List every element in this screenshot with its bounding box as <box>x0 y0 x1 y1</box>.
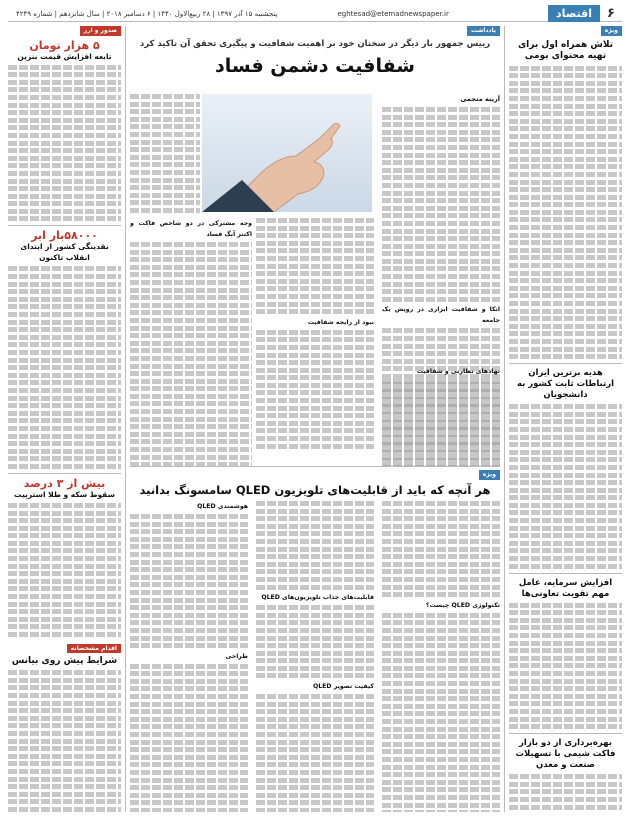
bottom-inter-3: کیفیت تصویر QLED <box>312 683 374 691</box>
main-inter-2: وجه مشترکی در دو شاخص فاکت و اکتنز آبگ فساد <box>130 220 252 238</box>
bottom-body-1 <box>382 501 500 597</box>
left-column <box>8 26 126 812</box>
right-headline-2: هدیه برترین ایران ارتباطات ثابت کشور به دانشجویان <box>516 368 614 401</box>
bottom-body-4 <box>256 605 374 678</box>
left-tag-2: اقدام مشخصانه <box>67 644 121 654</box>
main-kicker: یادداشت <box>467 26 500 36</box>
left-body-3 <box>8 503 121 637</box>
main-body-3 <box>130 242 252 466</box>
right-body-1 <box>509 66 622 360</box>
main-author: آرینه منجمی <box>460 95 500 103</box>
bottom-headline: هر آنچه که باید از قابلیت‌های تلویزیون QLED سامسونگ بدانید <box>139 482 491 497</box>
right-body-3 <box>509 603 622 730</box>
bottom-story <box>130 466 500 812</box>
main-body-1 <box>382 107 500 302</box>
bottom-body-3 <box>256 501 374 590</box>
main-body-4 <box>256 218 374 314</box>
left-tag: صدور و ارز <box>80 26 121 36</box>
bottom-inter-5: هوشمندی QLED <box>197 503 248 510</box>
right-tag: ویژه <box>601 26 622 36</box>
left-headline-2b: نقدینگی کشور از ابتدای انقلاب تاکنون <box>20 242 109 263</box>
left-headline-2: ۵۸۰۰۰بار ابر <box>31 229 98 243</box>
bottom-body-6 <box>130 514 248 648</box>
page-number: ۶ <box>607 6 615 21</box>
main-headline: شفافیت دشمن فساد <box>215 54 415 77</box>
main-body-left <box>130 94 200 213</box>
bottom-body-7 <box>130 664 248 812</box>
hand-illustration <box>202 94 372 212</box>
bottom-inter-4: طراحی <box>225 652 248 660</box>
header-date: پنجشنبه ۱۵ آذر ۱۳۹۷ | ۲۸ ربیع‌الاول ۱۴۴۰ | ۶ دسامبر ۲۰۱۸ | سال شانزدهم | شماره ۴۲۴۹ <box>16 9 278 18</box>
left-headline-3b: سقوط سکه و طلا استرپیت <box>14 489 115 499</box>
section-label: اقتصاد <box>548 5 600 22</box>
main-subhead: رییس جمهور بار دیگر در سخنان خود بر اهمیت شفافیت و پیگیری تحقق آن تاکید کرد <box>139 38 491 49</box>
left-headline-1: ۵ هزار تومان <box>29 38 100 52</box>
feature-photo <box>202 94 372 212</box>
right-headline-1: تلاش همراه اول برای تهیه محتوای بومی <box>517 39 614 61</box>
right-column <box>504 26 622 812</box>
main-inter-4: نهادهای نظارتی و شفافیت <box>416 368 500 375</box>
bottom-body-5 <box>256 694 374 812</box>
bottom-body-2 <box>382 613 500 812</box>
header-email: eghtesad@etemadnewspaper.ir <box>337 9 449 18</box>
main-body-5 <box>256 330 374 449</box>
left-headline-3: بیش از ۳ درصد <box>23 476 106 490</box>
main-story <box>130 26 500 466</box>
left-body-4 <box>8 670 121 812</box>
main-body-6 <box>382 379 500 466</box>
right-body-4 <box>509 774 622 812</box>
bottom-inter-1: تکنولوژی QLED چیست؟ <box>425 601 500 609</box>
bottom-tag: ویژه <box>479 470 500 480</box>
left-headline-4: شرایط پیش روی بیانس <box>11 656 118 667</box>
main-inter-3: نبود از زایجه شفافیت <box>307 318 374 326</box>
right-headline-3: افزایش سرمایه، عامل مهم تقویت تعاونی‌ها <box>518 577 613 599</box>
left-body-1 <box>8 65 121 222</box>
page-header <box>8 6 622 22</box>
main-inter-1: اتکا و شفافیت ابزاری در رویش یک جامعه <box>382 306 500 325</box>
left-body-2 <box>8 266 121 468</box>
right-body-2 <box>509 404 622 568</box>
bottom-inter-2: قابلیت‌های جذاب تلویزیون‌های QLED <box>261 594 374 602</box>
right-headline-4: بهره‌برداری از دو بازار فاکت شیمی با تسهیلات صنعت و معدن <box>515 738 616 771</box>
left-headline-1b: تابعه افزایش قیمت بنزین <box>17 51 112 61</box>
